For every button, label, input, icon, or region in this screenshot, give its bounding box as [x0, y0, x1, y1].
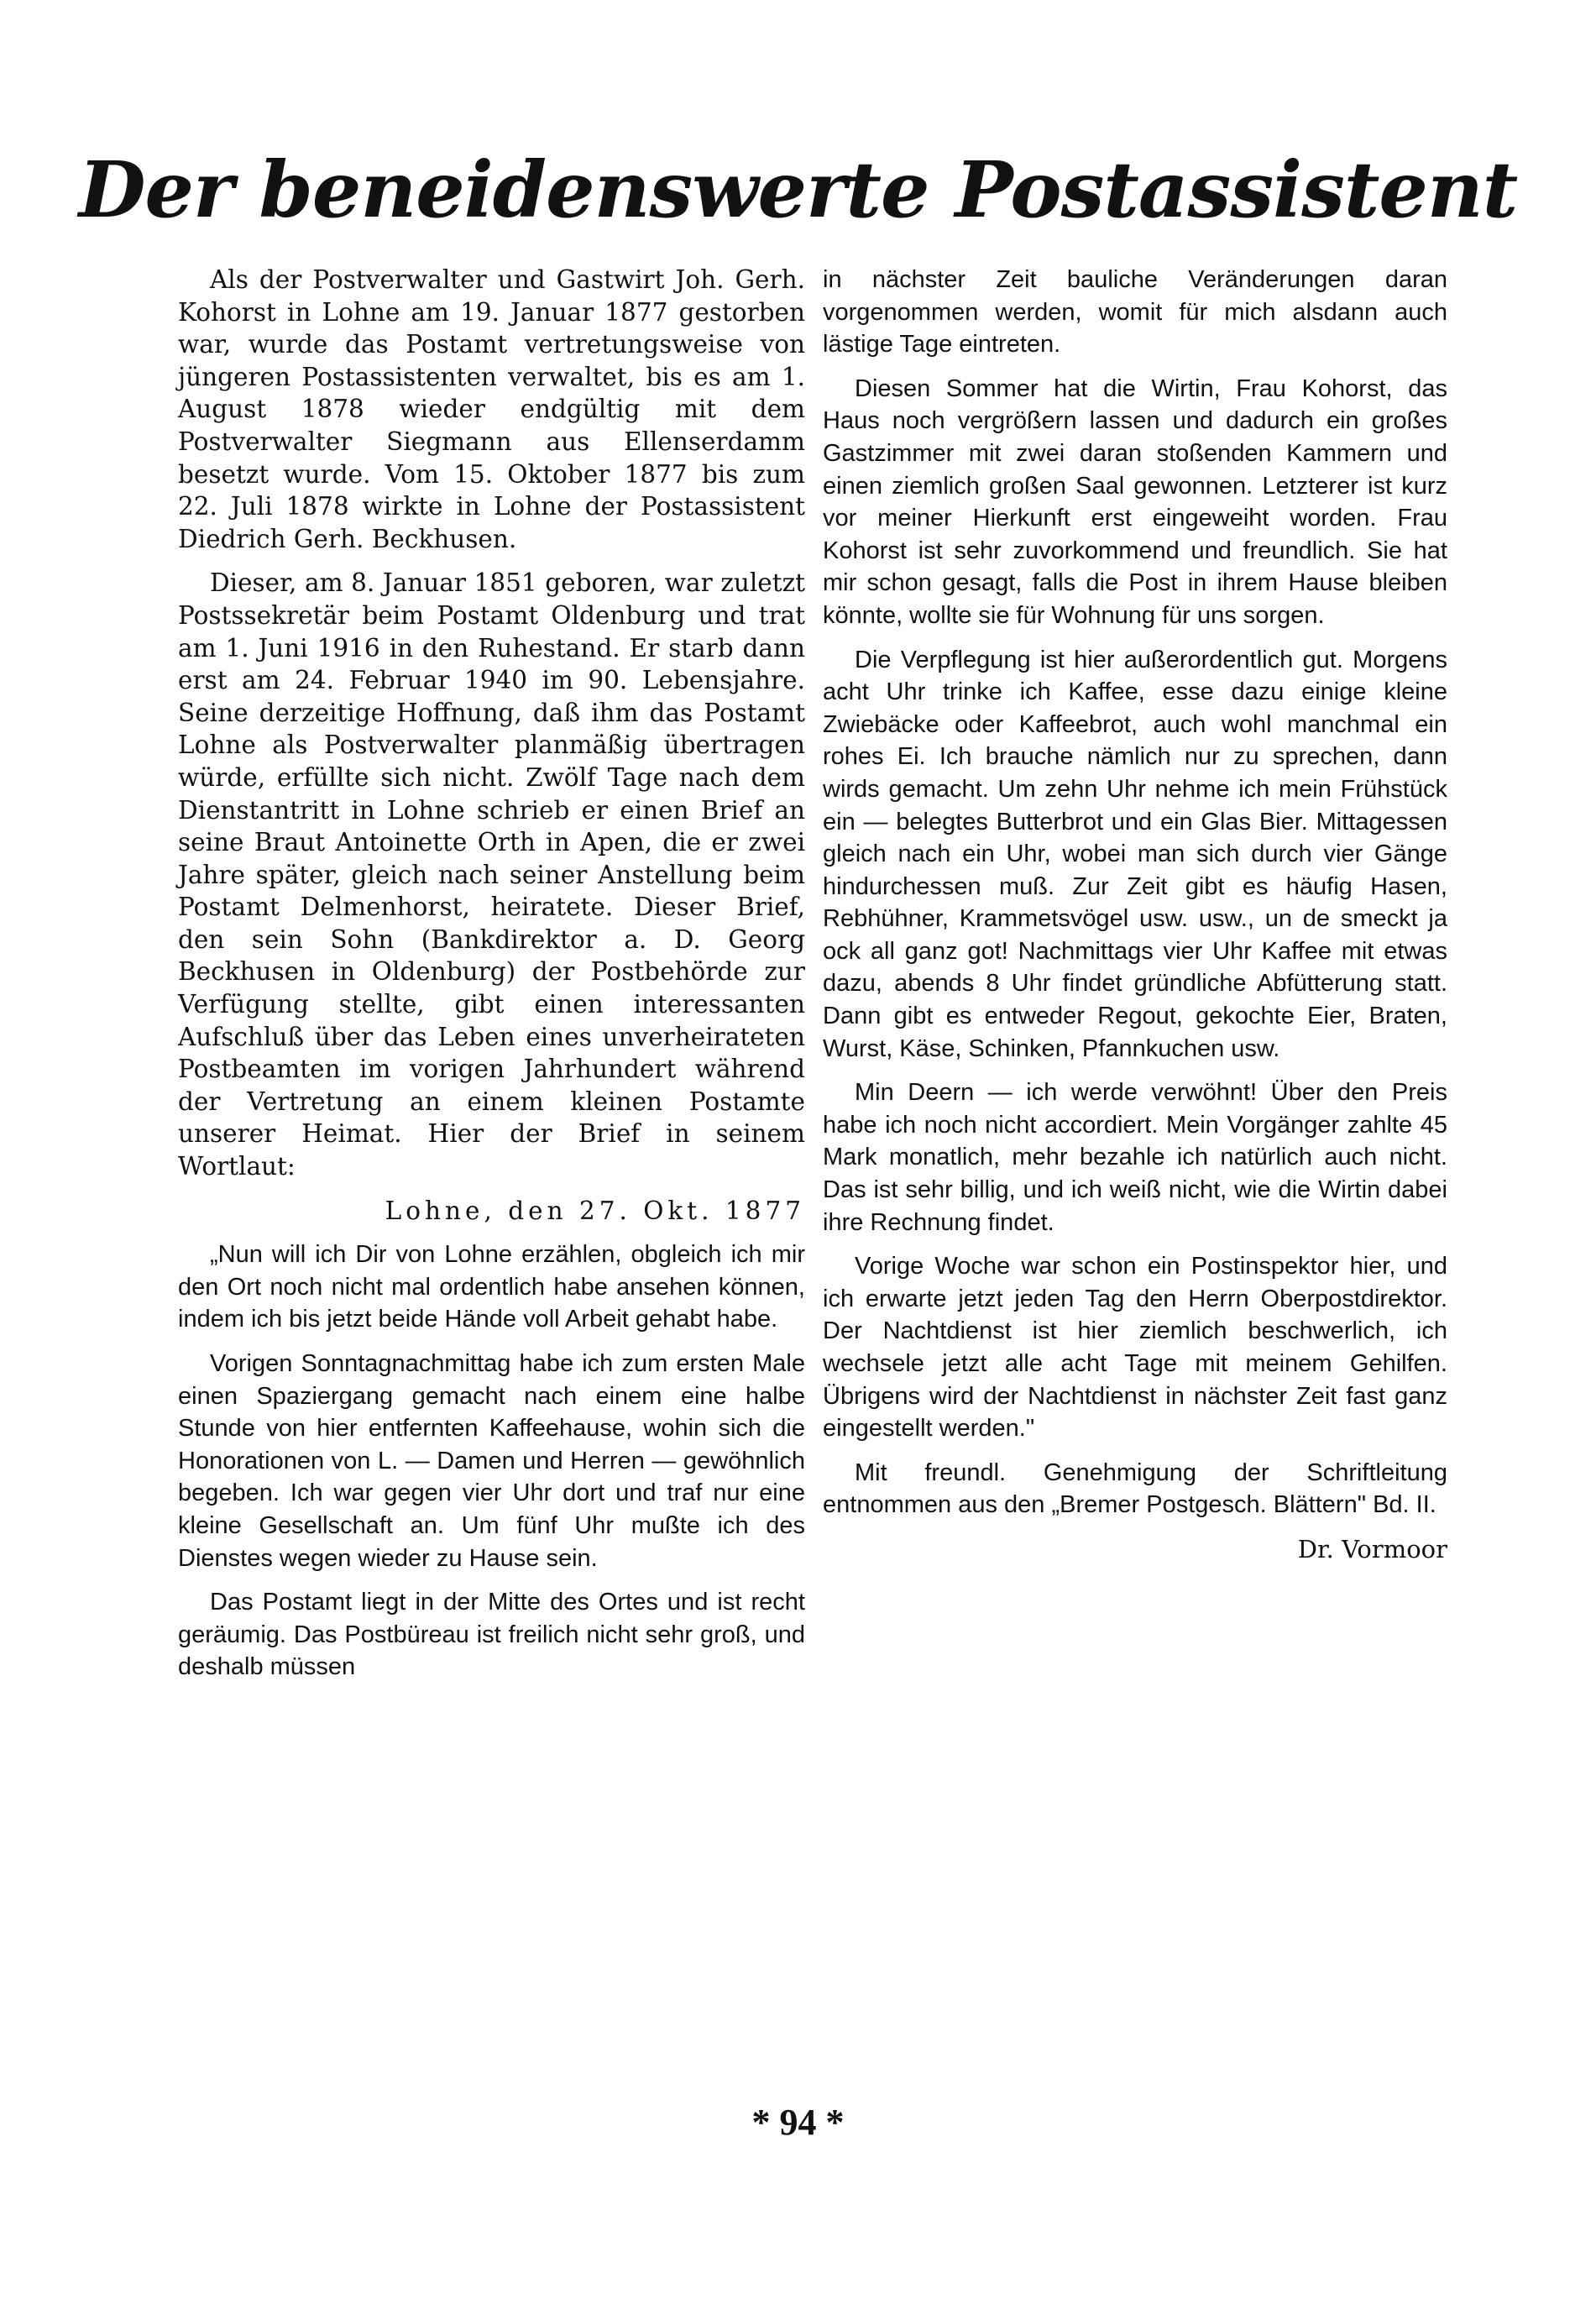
letter-paragraph: Diesen Sommer hat die Wirtin, Frau Kohorst, das Haus noch vergrößern lassen und dadurch ein großes Gastzimmer mit zwei daran stoßenden Kammern und einen ziemlich großen Saal gewonnen. Letzterer ist kurz vor meiner Hierkunft erst eingeweiht worden. Frau Kohorst ist sehr zuvorkommend und freundlich. Sie hat mir schon gesagt, falls die Post in ihrem Hause bleiben könnte, wollte sie für Wohnung für uns sorgen.: [823, 374, 1447, 629]
article-title: Der beneidenswerte Postassistent: [78, 144, 1518, 235]
left-column: [178, 264, 805, 1695]
source-note: Mit freundl. Genehmigung der Schriftleitung entnommen aus den „Bremer Postgesch. Blättern" Bd. II.: [823, 1459, 1447, 1519]
author-signature: Dr. Vormoor: [1297, 1534, 1447, 1563]
letter-paragraph: Min Deern — ich werde verwöhnt! Über den Preis habe ich noch nicht accordiert. Mein Vorgänger zahlte 45 Mark monatlich, mehr bezahle ich natürlich auch nicht. Das ist sehr billig, und ich weiß nicht, wie die Wirtin dabei ihre Rechnung findet.: [823, 1079, 1447, 1236]
right-column: [823, 264, 1447, 1578]
letter-paragraph: „Nun will ich Dir von Lohne erzählen, obgleich ich mir den Ort noch nicht mal ordentlich habe ansehen können, indem ich bis jetzt beide Hände voll Arbeit gehabt habe.: [178, 1241, 805, 1333]
letter-paragraph: Die Verpflegung ist hier außerordentlich gut. Morgens acht Uhr trinke ich Kaffee, esse dazu einige kleine Zwiebäcke oder Kaffeebrot, auch wohl manchmal ein rohes Ei. Ich brauche nämlich nur zu sprechen, dann wirds gemacht. Um zehn Uhr nehme ich mein Frühstück ein — belegtes Butterbrot und ein Glas Bier. Mittagessen gleich nach ein Uhr, wobei man sich durch vier Gänge hindurchessen muß. Zur Zeit gibt es häufig Hasen, Rebhühner, Krammetsvögel usw. usw., un de smeckt ja ock all ganz got! Nachmittags vier Uhr Kaffee mit etwas dazu, abends 8 Uhr findet gründliche Abfütterung statt. Dann gibt es entweder Regout, gekochte Eier, Braten, Wurst, Käse, Schinken, Pfannkuchen usw.: [823, 646, 1447, 1062]
letter-paragraph: Vorige Woche war schon ein Postinspektor hier, und ich erwarte jetzt jeden Tag den Herrn Oberpostdirektor. Der Nachtdienst ist hier ziemlich beschwerlich, ich wechsele jetzt alle acht Tage mit meinem Gehilfen. Übrigens wird der Nachtdienst in nächster Zeit fast ganz eingestellt werden.": [823, 1253, 1447, 1443]
page-number: * 94 *: [751, 2102, 845, 2143]
letter-paragraph: in nächster Zeit bauliche Veränderungen daran vorgenommen werden, womit für mich alsdann auch lästige Tage eintreten.: [823, 266, 1447, 359]
letter-paragraph: Vorigen Sonntagnachmittag habe ich zum ersten Male einen Spaziergang gemacht nach einem eine halbe Stunde von hier entfernten Kaffeehause, wohin sich die Honorationen von L. — Damen und Herren — gewöhnlich begeben. Ich war gegen vier Uhr dort und traf nur eine kleine Gesellschaft an. Um fünf Uhr mußte ich des Dienstes wegen wieder zu Hause sein.: [178, 1350, 805, 1572]
biography-paragraph: Dieser, am 8. Januar 1851 geboren, war zuletzt Postssekretär beim Postamt Oldenburg und trat am 1. Juni 1916 in den Ruhestand. Er starb dann erst am 24. Februar 1940 im 90. Lebensjahre. Seine derzeitige Hoffnung, daß ihm das Postamt Lohne als Postverwalter planmäßig übertragen würde, erfüllte sich nicht. Zwölf Tage nach dem Dienstantritt in Lohne schrieb er einen Brief an seine Braut Antoinette Orth in Apen, die er zwei Jahre später, gleich nach seiner Anstellung beim Postamt Delmenhorst, heiratete. Dieser Brief, den sein Sohn (Bankdirektor a. D. Georg Beckhusen in Oldenburg) der Postbehörde zur Verfügung stellte, gibt einen interessanten Aufschluß über das Leben eines unverheirateten Postbeamten im vorigen Jahrhundert während der Vertretung an einem kleinen Postamte unserer Heimat. Hier der Brief in seinem Wortlaut:: [178, 568, 805, 1181]
letter-paragraph: Das Postamt liegt in der Mitte des Ortes und ist recht geräumig. Das Postbüreau ist freilich nicht sehr groß, und deshalb müssen: [178, 1589, 805, 1681]
letter-place-date: Lohne, den 27. Okt. 1877: [385, 1196, 805, 1225]
intro-paragraph: Als der Postverwalter und Gastwirt Joh. Gerh. Kohorst in Lohne am 19. Januar 1877 gestorben war, wurde das Postamt vertretungsweise von jüngeren Postassistenten verwaltet, bis es am 1. August 1878 wieder endgültig mit dem Postverwalter Siegmann aus Ellenserdamm besetzt wurde. Vom 15. Oktober 1877 bis zum 22. Juli 1878 wirkte in Lohne der Postassistent Diedrich Gerh. Beckhusen.: [178, 265, 805, 553]
